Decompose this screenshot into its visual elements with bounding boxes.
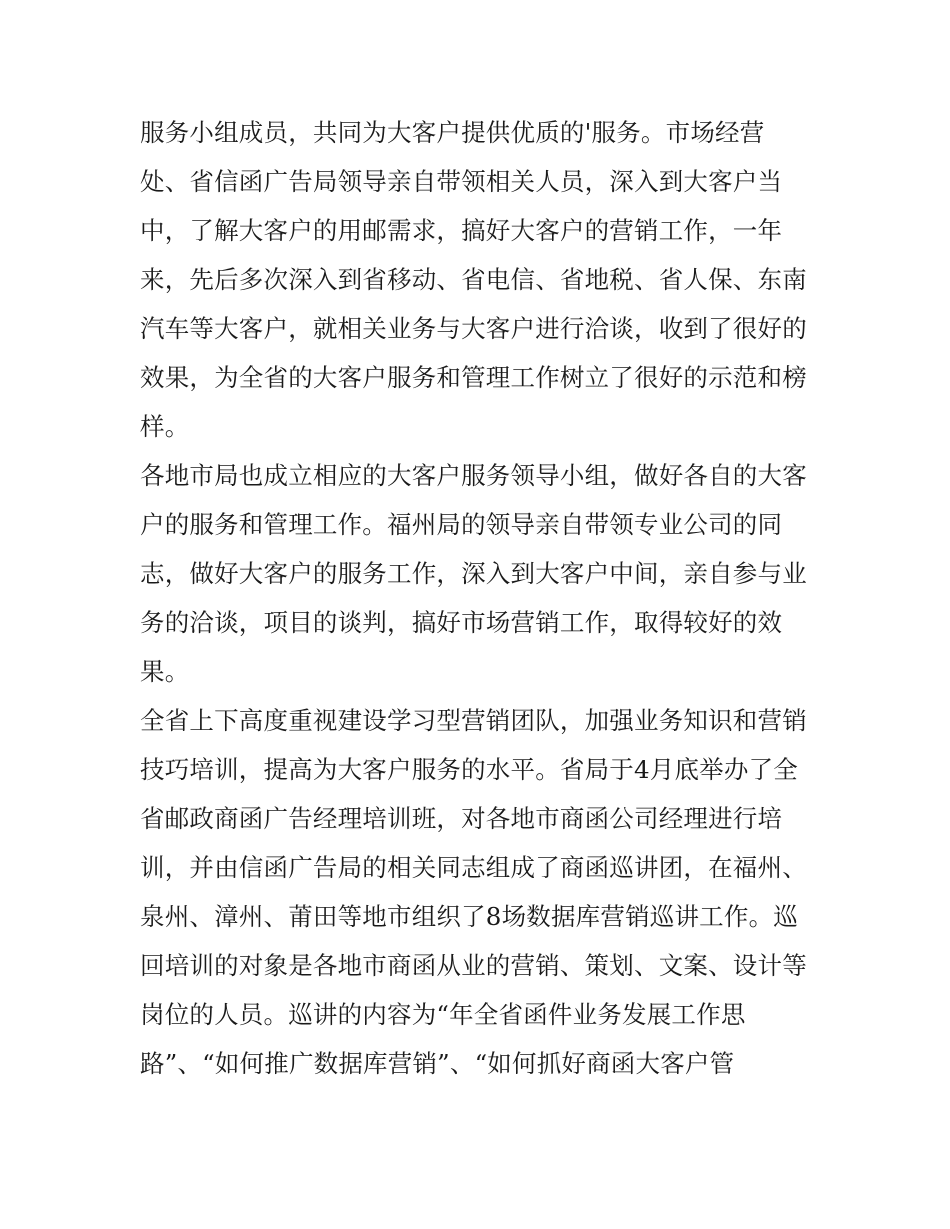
paragraph-2 (140, 451, 820, 696)
text-line: 泉州、漳州、莆田等地市组织了8场数据库营销巡讲工作。巡 (140, 902, 798, 931)
paragraph-3 (140, 696, 820, 1088)
text-line: 训，并由信函广告局的相关同志组成了商函巡讲团，在福州、 (140, 853, 807, 882)
text-line: 处、省信函广告局领导亲自带领相关人员，深入到大客户当 (140, 167, 783, 196)
text-line: 省邮政商函广告经理培训班，对各地市商函公司经理进行培 (140, 804, 783, 833)
text-line: 务的洽谈，项目的谈判，搞好市场营销工作，取得较好的效 (140, 608, 783, 637)
text-line: 效果，为全省的大客户服务和管理工作树立了很好的示范和榜 (140, 363, 807, 392)
text-line: 中，了解大客户的用邮需求，搞好大客户的营销工作，一年 (140, 216, 783, 245)
text-line: 来，先后多次深入到省移动、省电信、省地税、省人保、东南 (140, 265, 807, 294)
text-line: 技巧培训，提高为大客户服务的水平。省局于4月底举办了全 (140, 755, 798, 784)
text-line: 汽车等大客户，就相关业务与大客户进行洽谈，收到了很好的 (140, 314, 807, 343)
paragraph-1 (140, 108, 820, 451)
text-line: 果。 (140, 657, 190, 686)
text-line: 回培训的对象是各地市商函从业的营销、策划、文案、设计等 (140, 951, 807, 980)
text-line: 路”、“如何推广数据库营销”、“如何抓好商函大客户管 (140, 1049, 735, 1078)
text-line: 志，做好大客户的服务工作，深入到大客户中间，亲自参与业 (140, 559, 807, 588)
text-line: 各地市局也成立相应的大客户服务领导小组，做好各自的大客 (140, 461, 807, 490)
text-line: 全省上下高度重视建设学习型营销团队，加强业务知识和营销 (140, 706, 807, 735)
text-line: 户的服务和管理工作。福州局的领导亲自带领专业公司的同 (140, 510, 783, 539)
text-body (140, 108, 820, 1088)
text-line: 服务小组成员，共同为大客户提供优质的'服务。市场经营 (140, 118, 765, 147)
text-line: 岗位的人员。巡讲的内容为“年全省函件业务发展工作思 (140, 1000, 746, 1029)
text-line: 样。 (140, 412, 190, 441)
